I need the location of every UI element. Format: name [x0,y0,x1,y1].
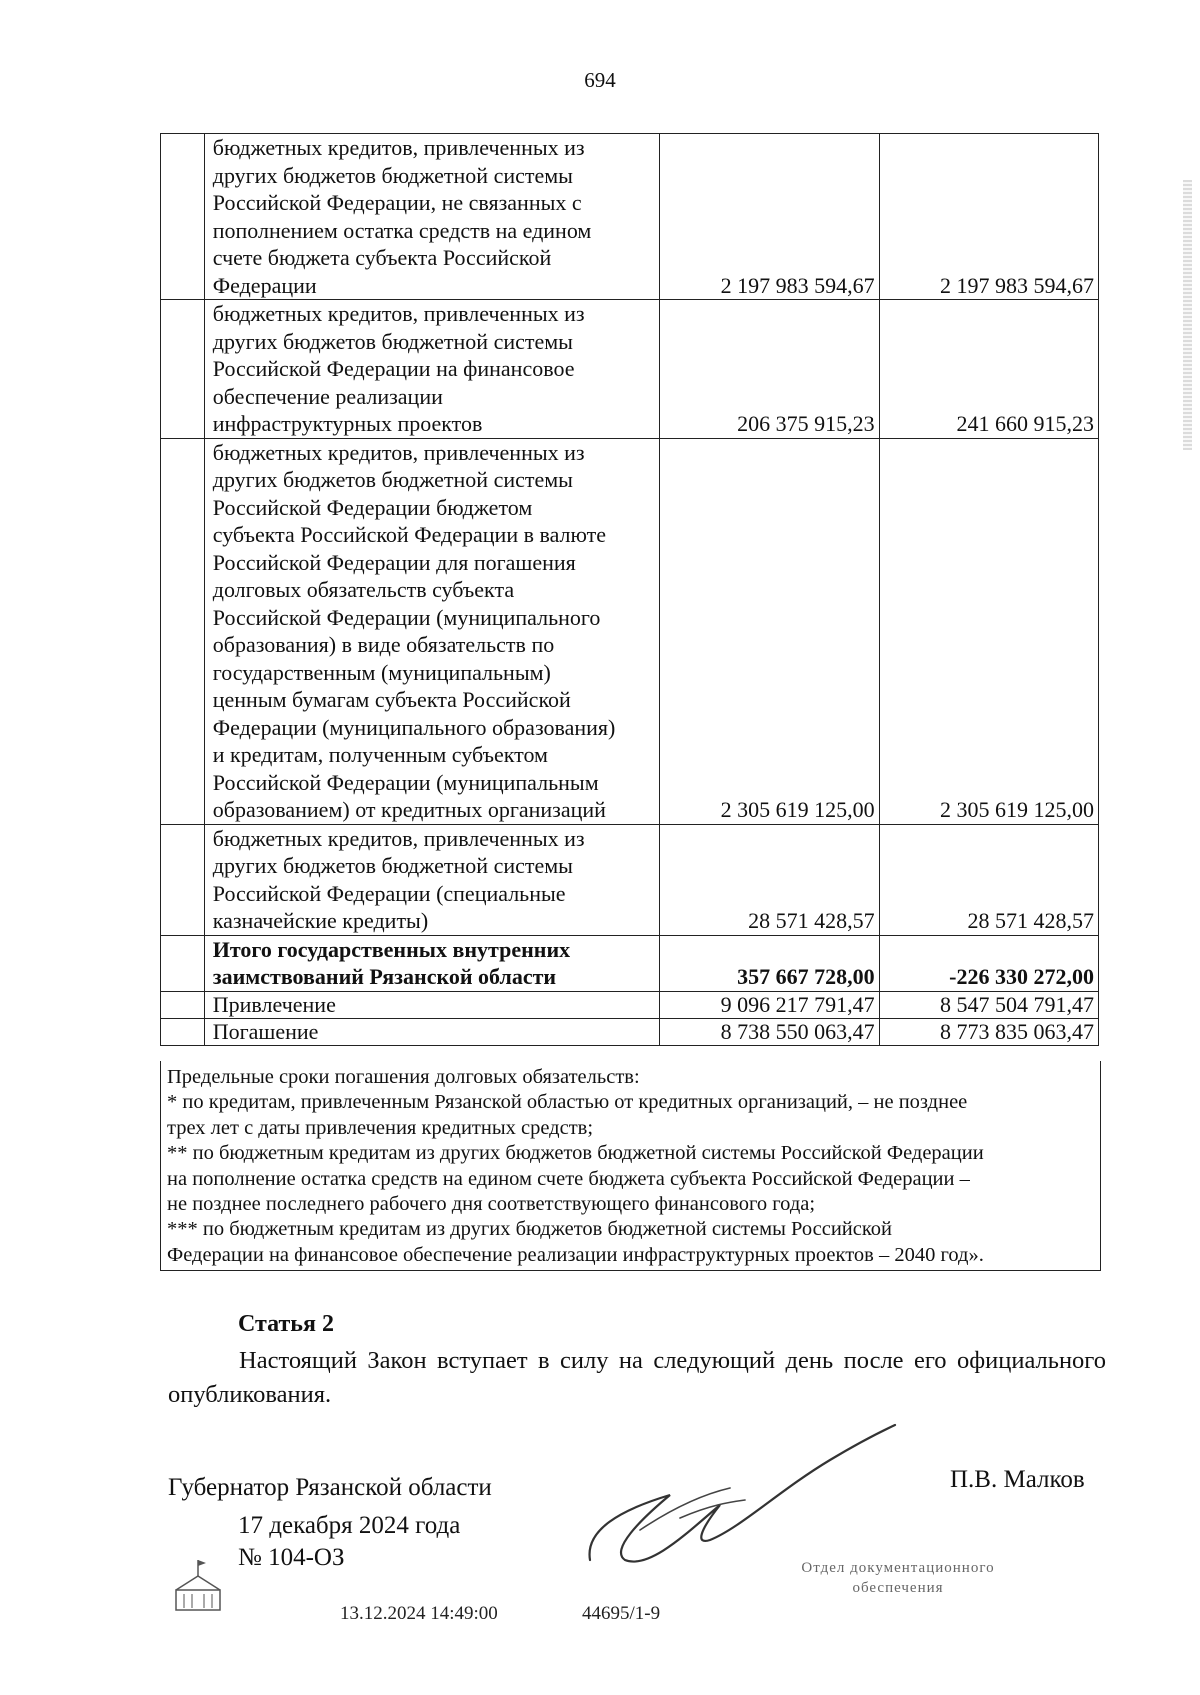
value-cell-year2: 2 197 983 594,67 [879,134,1098,300]
row-number-cell [161,438,205,824]
article-text: Настоящий Закон вступает в силу на следующий день после его официального опубликования. [168,1347,1106,1408]
description-line: Российской Федерации, не связанных с [212,190,582,215]
description-line: Федерации [212,272,317,298]
signatory-name: П.В. Малков [950,1466,1085,1493]
description-line: других бюджетов бюджетной системы [212,328,573,354]
repayment-terms-notes [160,1061,1101,1271]
description-cell [204,134,659,300]
note-line: не позднее последнего рабочего дня соответствующего финансового года; [167,1193,816,1216]
row-number-cell [161,991,205,1018]
attraction-label: Привлечение [204,991,659,1018]
description-line: бюджетных кредитов, привлеченных из [212,439,585,465]
description-line: бюджетных кредитов, привлеченных из [212,135,585,160]
description-line: инфраструктурных проектов [212,411,483,436]
description-line: образования) в виде обязательств по [212,632,555,657]
value-cell-year2: 2 305 619 125,00 [879,438,1098,824]
building-emblem-icon [172,1556,224,1614]
description-line: долговых обязательств субъекта [212,577,515,602]
repayment-row [161,1018,1099,1045]
total-value-year1: 357 667 728,00 [660,935,879,991]
row-number-cell [161,300,205,439]
description-line: ценным бумагам субъекта Российской [212,687,571,712]
value-cell-year2: 28 571 428,57 [879,824,1098,935]
footer-document-code: 44695/1-9 [582,1603,661,1624]
description-line: Российской Федерации (муниципальным [212,769,599,795]
total-value-year2: -226 330 272,00 [879,935,1098,991]
description-cell [204,824,659,935]
description-line: Российской Федерации бюджетом [212,494,533,520]
row-number-cell [161,935,205,991]
attraction-row [161,991,1099,1018]
note-line: *** по бюджетным кредитам из других бюджетов бюджетной системы Российской [167,1218,892,1241]
description-line: Российской Федерации (специальные [212,880,566,906]
scan-edge-artifact [1183,180,1192,450]
description-line: образованием) от кредитных организаций [212,797,606,822]
table-row [161,438,1099,824]
value-cell-year2: 241 660 915,23 [879,300,1098,439]
repayment-value-year2: 8 773 835 063,47 [879,1018,1098,1045]
attraction-value-year1: 9 096 217 791,47 [660,991,879,1018]
description-line: счете бюджета субъекта Российской [212,245,552,270]
description-line: Российской Федерации для погашения [212,549,576,575]
value-cell-year1: 206 375 915,23 [660,300,879,439]
note-line: трех лет с даты привлечения кредитных средств; [167,1116,594,1139]
description-cell [204,438,659,824]
description-line: Итого государственных внутренних [212,936,571,962]
signatory-title: Губернатор Рязанской области [168,1474,492,1501]
description-line: государственным (муниципальным) [212,659,551,685]
attraction-value-year2: 8 547 504 791,47 [879,991,1098,1018]
description-line: пополнением остатка средств на едином [212,217,592,243]
row-number-cell [161,1018,205,1045]
page-number: 694 [584,68,616,92]
table-row [161,134,1099,300]
stamp-line: обеспечения [852,1580,944,1596]
note-line: Предельные сроки погашения долговых обязательств: [167,1066,640,1088]
description-line: других бюджетов бюджетной системы [212,162,573,188]
table-row [161,300,1099,439]
description-line: других бюджетов бюджетной системы [212,853,573,878]
description-line: Федерации (муниципального образования) [212,714,616,740]
description-line: и кредитам, полученным субъектом [212,742,548,767]
row-number-cell [161,134,205,300]
description-line: бюджетных кредитов, привлеченных из [212,301,585,326]
description-line: Российской Федерации (муниципального [212,604,601,630]
law-number: № 104-ОЗ [238,1544,345,1571]
description-line: казначейские кредиты) [212,908,429,933]
total-row [161,935,1099,991]
description-line: Российской Федерации на финансовое [212,356,575,381]
note-line: на пополнение остатка средств на едином счете бюджета субъекта Российской Федерации – [167,1167,970,1190]
borrowings-table-body [161,134,1099,1046]
description-cell [204,300,659,439]
footer-timestamp: 13.12.2024 14:49:00 [340,1603,498,1624]
description-cell [204,935,659,991]
note-line: * по кредитам, привлеченным Рязанской областью от кредитных организаций, – не позднее [167,1091,968,1114]
description-line: субъекта Российской Федерации в валюте [212,522,607,547]
table-row [161,824,1099,935]
department-stamp [758,1558,1038,1598]
law-date: 17 декабря 2024 года [238,1512,461,1539]
value-cell-year1: 2 197 983 594,67 [660,134,879,300]
article-title: Статья 2 [238,1311,334,1337]
note-line: Федерации на финансовое обеспечение реализации инфраструктурных проектов – 2040 год». [167,1243,984,1266]
borrowings-table [160,133,1099,1046]
repayment-label: Погашение [204,1018,659,1045]
description-line: заимствований Рязанской области [212,964,557,989]
stamp-line: Отдел документационного [801,1560,995,1576]
description-line: бюджетных кредитов, привлеченных из [212,825,585,851]
note-line: ** по бюджетным кредитам из других бюджетов бюджетной системы Российской Федерации [167,1142,984,1165]
row-number-cell [161,824,205,935]
value-cell-year1: 28 571 428,57 [660,824,879,935]
handwritten-signature [580,1410,900,1580]
description-line: других бюджетов бюджетной системы [212,467,573,492]
repayment-value-year1: 8 738 550 063,47 [660,1018,879,1045]
description-line: обеспечение реализации [212,383,443,409]
value-cell-year1: 2 305 619 125,00 [660,438,879,824]
